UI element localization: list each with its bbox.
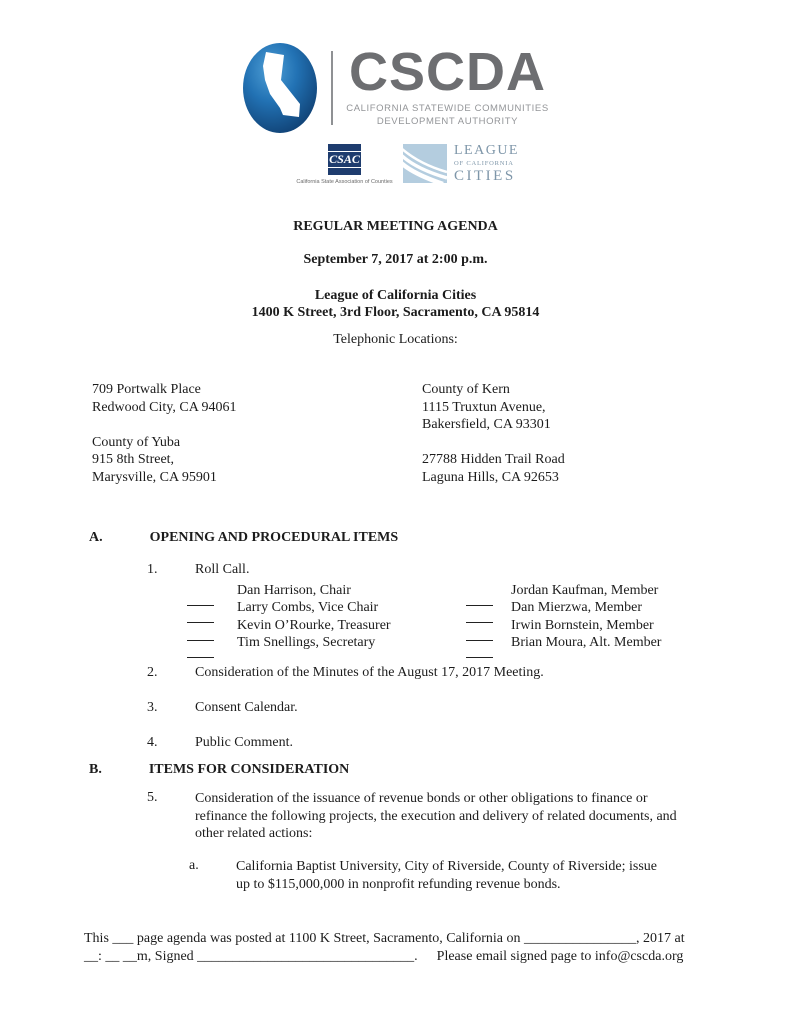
csac-logo [292,144,397,185]
section-label: A. [89,530,103,545]
csac-caption: California State Association of Counties [296,179,393,185]
item-text [236,858,657,893]
league-swoosh-icon [403,144,447,183]
league-logo [403,144,519,184]
california-globe-icon [242,42,318,134]
footer [84,930,744,965]
section-b-heading [89,762,349,778]
venue-address: 1400 K Street, 3rd Floor, Sacramento, CA 95814 [251,305,540,320]
item-number: 5. [147,790,158,805]
telephonic-location-line: 27788 Hidden Trail Road [422,452,565,467]
cscda-wordmark [346,42,549,128]
league-wordmark-line3: CITIES [454,168,516,184]
telephonic-location-line: Laguna Hills, CA 92653 [422,469,559,485]
item-text: Public Comment. [195,735,293,750]
agenda-item-3 [147,700,298,716]
agenda-item-5a [189,858,657,893]
rollcall-blank-line [187,645,214,658]
agenda-item-4 [147,735,293,751]
csac-acronym: CSAC [326,151,363,168]
section-title: OPENING AND PROCEDURAL ITEMS [149,530,399,545]
league-wordmark [454,144,519,184]
item-text: Consideration of the Minutes of the August 17, 2017 Meeting. [195,665,544,680]
meeting-datetime: September 7, 2017 at 2:00 p.m. [303,252,488,267]
agenda-item-5 [147,790,677,843]
item-text: Consent Calendar. [195,700,298,715]
section-label: B. [89,762,102,777]
item-number: 4. [147,735,158,750]
section-title: ITEMS FOR CONSIDERATION [148,762,350,777]
section-a-heading [89,530,398,546]
roll-call-name: Jordan Kaufman, Member [511,583,659,598]
telephonic-location-line: 915 8th Street, [92,452,175,467]
telephonic-location-line: Marysville, CA 95901 [92,469,217,485]
meeting-title: REGULAR MEETING AGENDA [293,219,498,234]
cscda-tagline-line1: CALIFORNIA STATEWIDE COMMUNITIES [346,103,549,114]
roll-call-name: Irwin Bornstein, Member [511,617,654,633]
roll-call-name: Larry Combs, Vice Chair [237,600,379,616]
item-letter: a. [189,858,199,873]
roll-call-row [92,600,712,617]
roll-call-table [92,583,712,652]
league-wordmark-line1: LEAGUE [454,143,519,158]
telephonic-locations-left-column [92,381,237,486]
cscda-tagline [346,102,549,128]
rollcall-blank-line [466,645,493,658]
item-number: 2. [147,665,158,680]
cscda-acronym: CSCDA [348,42,546,102]
league-wordmark-line2: OF CALIFORNIA [454,160,514,167]
item-text: Roll Call. [195,562,250,577]
roll-call-row [92,635,712,652]
item-text [195,790,677,843]
item-text-line: up to $115,000,000 in nonprofit refunding revenue bonds. [236,876,561,892]
roll-call-name: Dan Mierzwa, Member [511,600,643,616]
venue-name: League of California Cities [314,288,477,303]
posting-note-line1: This ___ page agenda was posted at 1100 K Street, Sacramento, California on ________________, 2017 at [84,931,685,946]
item-text-line: other related actions: [195,826,313,841]
cscda-logo [0,42,791,134]
csac-logo-icon [328,144,361,175]
item-text-line: California Baptist University, City of Riverside, County of Riverside; issue [236,859,657,874]
email-note: Please email signed page to info@cscda.org [436,948,684,964]
agenda-item-1 [147,562,249,578]
item-text-line: Consideration of the issuance of revenue bonds or other obligations to finance or [195,791,648,806]
telephonic-location-line [92,416,237,434]
telephonic-location-line: County of Kern [422,382,510,397]
roll-call-row [92,583,712,600]
telephonic-locations-right-column [422,381,565,486]
signature-blank-text: __: __ __m, Signed _______________________________. [84,948,418,964]
logo-divider [331,51,333,125]
agenda-item-2 [147,665,544,681]
item-number: 1. [147,562,158,577]
posting-note-line2 [84,948,744,966]
telephonic-location-line: 709 Portwalk Place [92,382,201,397]
roll-call-name: Kevin O’Rourke, Treasurer [237,617,391,633]
telephonic-heading: Telephonic Locations: [333,332,458,347]
telephonic-location-line: Redwood City, CA 94061 [92,399,237,415]
item-text-line: refinance the following projects, the execution and delivery of related documents, and [195,808,677,824]
telephonic-location-line: 1115 Truxtun Avenue, [422,399,546,415]
roll-call-name: Brian Moura, Alt. Member [511,634,662,650]
telephonic-location-line: Bakersfield, CA 93301 [422,417,551,432]
telephonic-location-line [422,434,565,452]
roll-call-row [92,618,712,635]
item-number: 3. [147,700,158,715]
cscda-tagline-line2: DEVELOPMENT AUTHORITY [376,116,519,127]
roll-call-name: Dan Harrison, Chair [237,583,351,598]
roll-call-name: Tim Snellings, Secretary [237,634,376,650]
telephonic-location-line: County of Yuba [92,434,181,450]
